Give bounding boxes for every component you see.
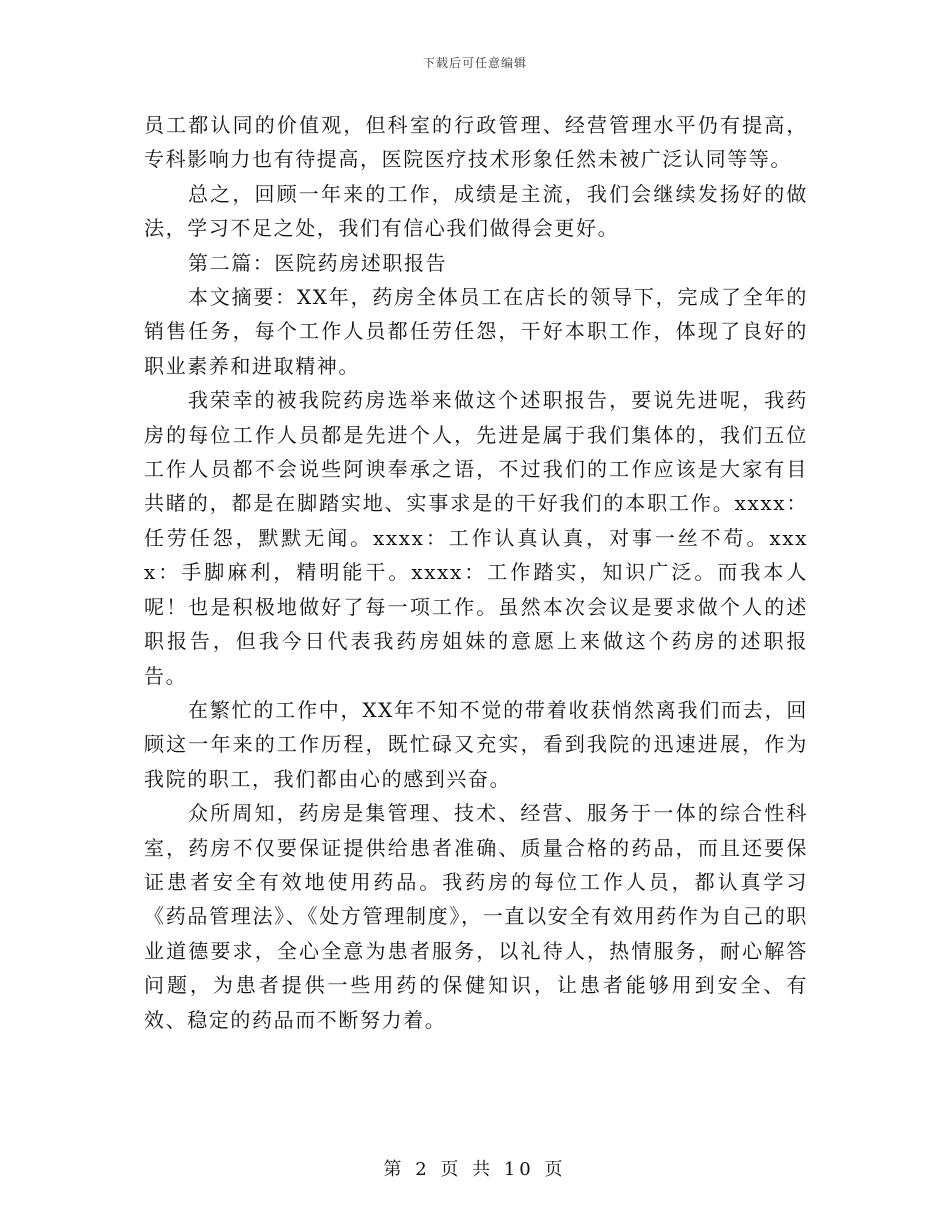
paragraph: 我荣幸的被我院药房选举来做这个述职报告，要说先进呢，我药房的每位工作人员都是先进个人，先进是属于我们集体的，我们五位工作人员都不会说些阿谀奉承之语，不过我们的工作应该是大家有目共睹的，都是在脚踏实地、实事求是的干好我们的本职工作。xxxx：任劳任怨，默默无闻。xxxx：工作认真认真，对事一丝不苟。xxxx：手脚麻利，精明能干。xxxx：工作踏实，知识广泛。而我本人呢！也是积极地做好了每一项工作。虽然本次会议是要求做个人的述职报告，但我今日代表我药房姐妹的意愿上来做这个药房的述职报告。 [144, 388, 808, 688]
section-heading: 第二篇：医院药房述职报告 [188, 250, 448, 275]
paragraph: 在繁忙的工作中，XX年不知不觉的带着收获悄然离我们而去，回顾这一年来的工作历程，既忙碌又充实，看到我院的迅速进展，作为我院的职工，我们都由心的感到兴奋。 [144, 697, 808, 791]
document-body [144, 108, 808, 1037]
paragraph: 总之，回顾一年来的工作，成绩是主流，我们会继续发扬好的做法，学习不足之处，我们有信心我们做得会更好。 [144, 181, 808, 241]
page-number: 第 2 页 共 10 页 [383, 1159, 567, 1180]
page-header: 下载后可任意编辑 [422, 56, 527, 70]
paragraph: 本文摘要：XX年，药房全体员工在店长的领导下，完成了全年的销售任务，每个工作人员都任劳任怨，干好本职工作，体现了良好的职业素养和进取精神。 [144, 285, 808, 378]
paragraph: 众所周知，药房是集管理、技术、经营、服务于一体的综合性科室，药房不仅要保证提供给患者准确、质量合格的药品，而且还要保证患者安全有效地使用药品。我药房的每位工作人员，都认真学习《药品管理法》、《处方管理制度》，一直以安全有效用药作为自己的职业道德要求，全心全意为患者服务，以礼待人，热情服务，耐心解答问题，为患者提供一些用药的保健知识，让患者能够用到安全、有效、稳定的药品而不断努力着。 [144, 801, 808, 1032]
paragraph: 员工都认同的价值观，但科室的行政管理、经营管理水平仍有提高，专科影响力也有待提高，医院医疗技术形象任然未被广泛认同等等。 [144, 113, 808, 172]
